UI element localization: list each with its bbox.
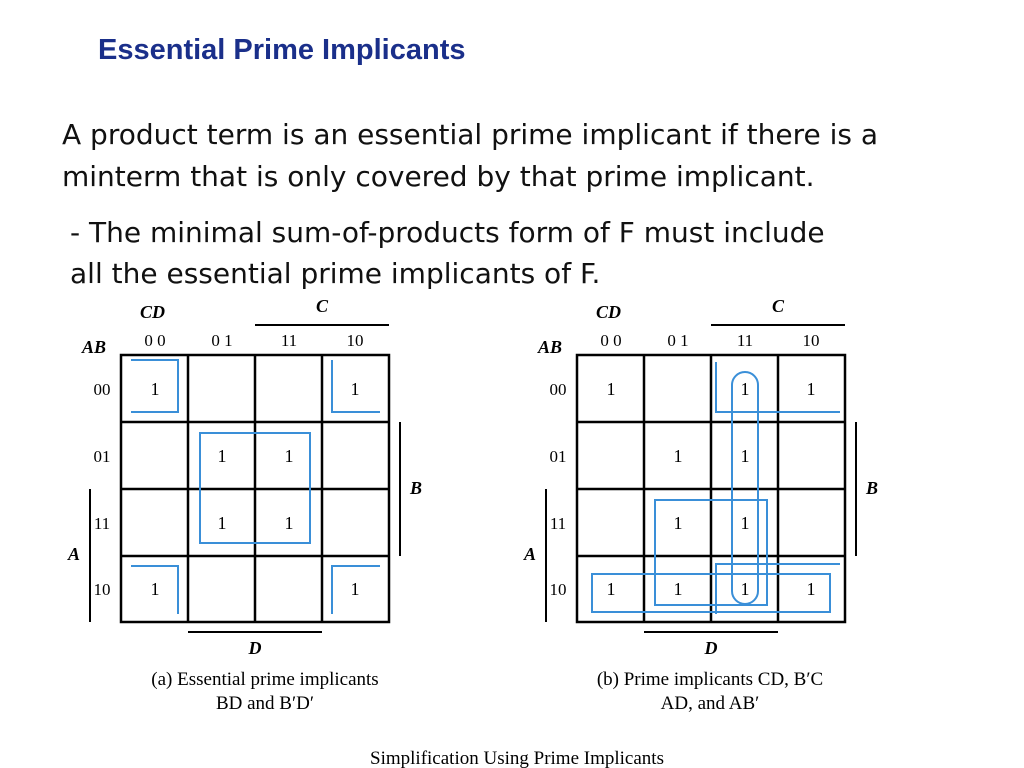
kmap-a-col-header: 10 [346, 331, 364, 350]
paragraph-line: A product term is an essential prime implicant if there is a [62, 118, 879, 151]
kmap-a-var-b: B [410, 478, 423, 498]
kmap-b-var-b: B [866, 478, 879, 498]
kmap-b-cell: 1 [606, 379, 616, 399]
kmap-b-row-header: 00 [549, 380, 567, 399]
kmap-b-var-c: C [771, 296, 785, 316]
kmap-a-cell: 1 [350, 579, 360, 599]
kmap-b-col-header: 10 [802, 331, 820, 350]
kmap-b-cd-label: CD [596, 302, 622, 322]
kmap-a-cd-label: CD [140, 302, 166, 322]
kmap-b-cell: 1 [806, 579, 816, 599]
kmap-a-cell: 1 [350, 379, 360, 399]
kmap-a-row-header: 10 [93, 580, 111, 599]
kmap-a-ab-label: AB [82, 337, 107, 357]
kmap-b-caption: AD, and AB′ [660, 693, 760, 714]
kmap-a [67, 296, 422, 714]
kmap-a-row-header: 01 [93, 447, 111, 466]
kmap-a-grid [121, 355, 389, 622]
kmap-b-cell: 1 [740, 446, 750, 466]
kmap-b-cell: 1 [606, 579, 616, 599]
kmap-b-var-d: D [704, 638, 718, 658]
kmap-a-var-c: C [315, 296, 329, 316]
kmap-b [523, 296, 878, 714]
bullet-line: - The minimal sum-of-products form of F must include [70, 216, 825, 249]
kmap-b-cell: 1 [673, 446, 683, 466]
kmap-a-row-header: 11 [93, 514, 111, 533]
kmap-b-cell: 1 [673, 579, 683, 599]
kmap-b-row-header: 11 [549, 514, 567, 533]
kmap-b-cell: 1 [673, 513, 683, 533]
slide-title: Essential Prime Implicants [98, 34, 466, 66]
kmap-a-cell: 1 [150, 579, 160, 599]
kmap-b-col-header: 0 0 [600, 331, 622, 350]
kmap-a-cell: 1 [150, 379, 160, 399]
kmap-a-cell: 1 [284, 446, 294, 466]
kmap-b-var-a: A [524, 544, 537, 564]
paragraph-line: minterm that is only covered by that prime implicant. [62, 160, 815, 193]
figure-bottom-caption: Simplification Using Prime Implicants [370, 748, 664, 768]
kmap-a-caption: BD and B′D′ [215, 693, 315, 714]
kmap-b-caption: (b) Prime implicants CD, B′C [596, 669, 824, 690]
kmap-b-cell: 1 [740, 513, 750, 533]
kmap-b-row-header: 10 [549, 580, 567, 599]
kmap-b-col-header: 0 1 [667, 331, 689, 350]
kmap-b-cell: 1 [806, 379, 816, 399]
kmap-a-cell: 1 [284, 513, 294, 533]
kmap-a-col-header: 11 [280, 331, 298, 350]
kmap-a-col-header: 0 1 [211, 331, 233, 350]
kmap-a-var-d: D [248, 638, 262, 658]
kmap-a-col-header: 0 0 [144, 331, 166, 350]
kmap-b-grid [577, 355, 845, 622]
kmap-a-caption: (a) Essential prime implicants [151, 669, 379, 690]
kmap-b-cell: 1 [740, 379, 750, 399]
kmap-b-ab-label: AB [538, 337, 563, 357]
kmap-a-row-header: 00 [93, 380, 111, 399]
kmap-a-cell: 1 [217, 513, 227, 533]
kmap-b-col-header: 11 [736, 331, 754, 350]
kmap-a-cell: 1 [217, 446, 227, 466]
kmap-b-row-header: 01 [549, 447, 567, 466]
kmap-a-var-a: A [68, 544, 81, 564]
bullet-line: all the essential prime implicants of F. [70, 257, 601, 290]
kmap-b-cell: 1 [740, 579, 750, 599]
